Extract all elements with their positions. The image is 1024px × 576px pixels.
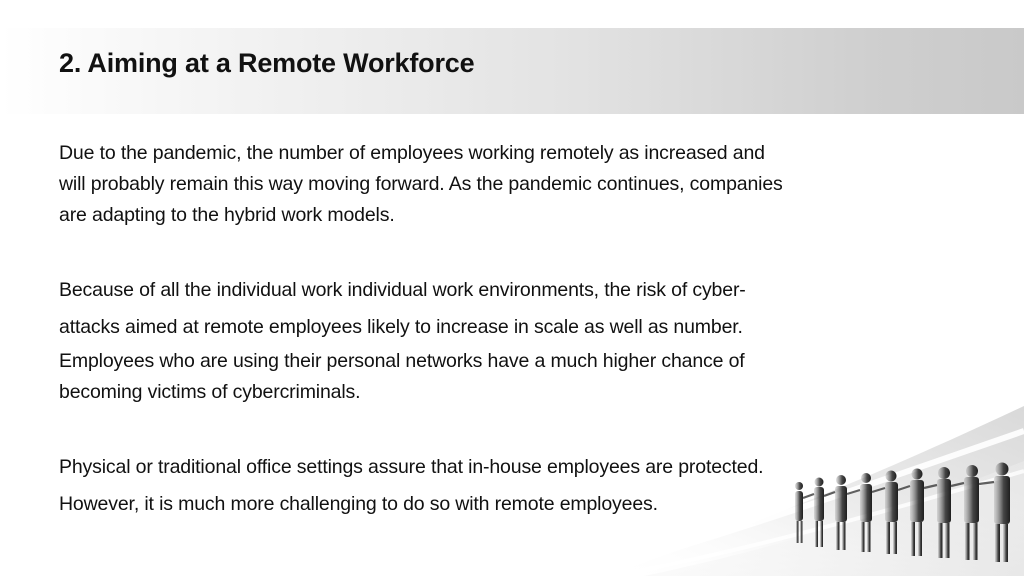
paragraph-pandemic [59,138,959,231]
text-line: are adapting to the hybrid work models. [59,204,395,226]
text-line: Due to the pandemic, the number of employees working remotely as increased and [59,142,765,164]
people-holding-hands-image [604,376,1024,576]
text-line: However, it is much more challenging to do so with remote employees. [59,493,658,515]
text-line: becoming victims of cybercriminals. [59,381,361,403]
text-line: Employees who are using their personal networks have a much higher chance of [59,350,745,372]
text-line: Because of all the individual work individual work environments, the risk of cyber- [59,279,746,301]
slide-title: 2. Aiming at a Remote Workforce [59,48,475,78]
text-line: Physical or traditional office settings assure that in-house employees are protected. [59,456,764,478]
text-line: attacks aimed at remote employees likely to increase in scale as well as number. [59,316,743,338]
text-line: will probably remain this way moving forward. As the pandemic continues, companies [59,173,783,195]
